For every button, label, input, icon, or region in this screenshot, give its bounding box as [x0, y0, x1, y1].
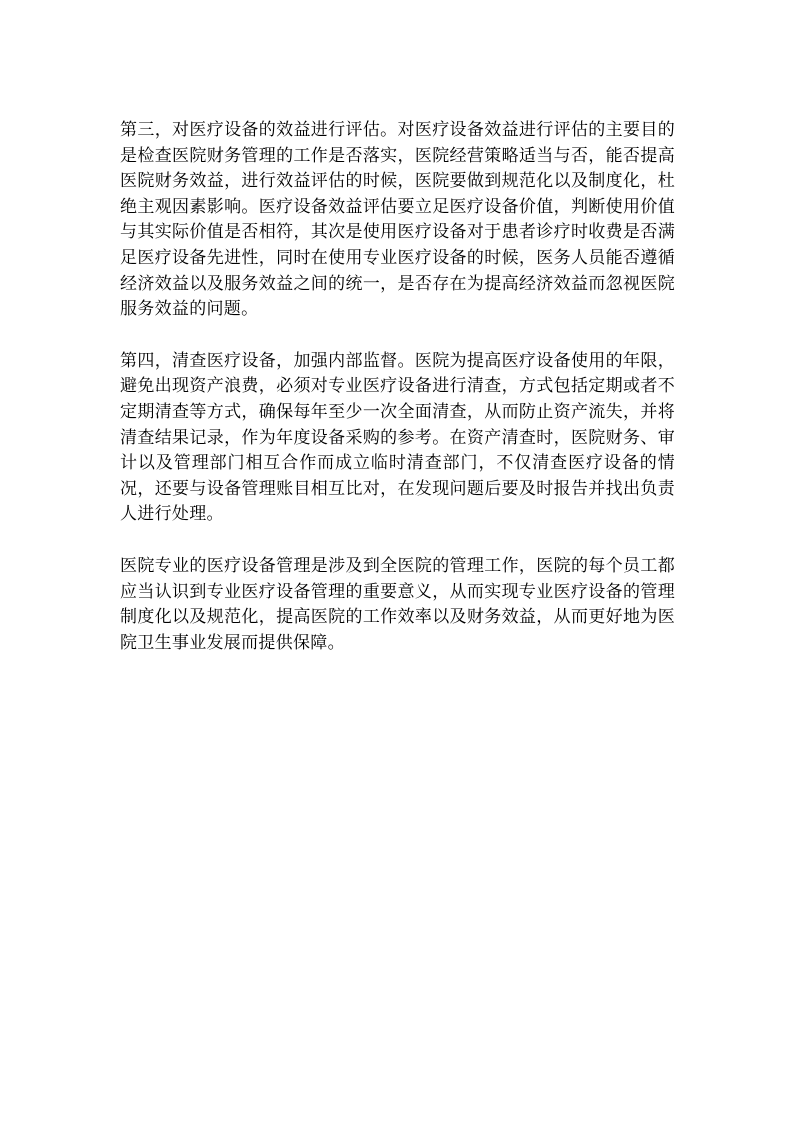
paragraph-evaluate-benefits: 第三，对医疗设备的效益进行评估。对医疗设备效益进行评估的主要目的是检查医院财务管理的工作是否落实，医院经营策略适当与否，能否提高医院财务效益，进行效益评估的时候，医院要做到规范化以及制度化，杜绝主观因素影响。医疗设备效益评估要立足医疗设备价值，判断使用价值与其实际价值是否相符，其次是使用医疗设备对于患者诊疗时收费是否满足医疗设备先进性，同时在使用专业医疗设备的时候，医务人员能否遵循经济效益以及服务效益之间的统一，是否存在为提高经济效益而忽视医院服务效益的问题。	[120, 120, 675, 320]
document-body	[120, 118, 675, 682]
paragraph-conclusion: 医院专业的医疗设备管理是涉及到全医院的管理工作，医院的每个员工都应当认识到专业医疗设备管理的重要意义，从而实现专业医疗设备的管理制度化以及规范化，提高医院的工作效率以及财务效益，从而更好地为医院卫生事业发展而提供保障。	[120, 555, 675, 653]
paragraph-inventory-supervision: 第四，清查医疗设备，加强内部监督。医院为提高医疗设备使用的年限，避免出现资产浪费，必须对专业医疗设备进行清查，方式包括定期或者不定期清查等方式，确保每年至少一次全面清查，从而防止资产流失，并将清查结果记录，作为年度设备采购的参考。在资产清查时，医院财务、审计以及管理部门相互合作而成立临时清查部门，不仅清查医疗设备的情况，还要与设备管理账目相互比对，在发现问题后要及时报告并找出负责人进行处理。	[120, 350, 675, 525]
